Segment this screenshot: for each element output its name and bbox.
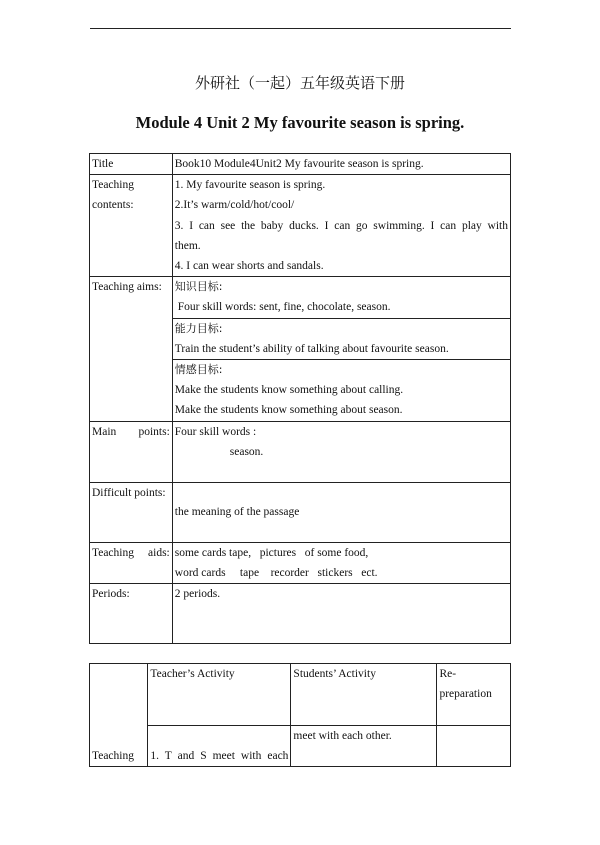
main-points-label-word-2: points: — [138, 426, 170, 439]
title-label: Title — [92, 158, 114, 170]
contents-value-cell — [172, 175, 510, 277]
main-points-line: season. — [229, 446, 264, 459]
aids-label-cell — [90, 543, 173, 584]
periods-value-cell — [172, 584, 510, 644]
aids-label-word-2: aids: — [148, 547, 170, 560]
contents-label-line-2: contents: — [92, 199, 134, 212]
ability-aim-cell — [172, 318, 510, 359]
activity-table — [89, 663, 511, 767]
aids-line: word cards tape recorder stickers ect. — [174, 567, 378, 580]
document-title: 外研社（一起）五年级英语下册 — [194, 74, 405, 92]
title-label-cell — [90, 154, 173, 175]
emotion-aim-cell — [172, 360, 510, 422]
main-points-label-cell — [90, 422, 173, 483]
re-preparation-header-cell — [437, 664, 511, 726]
teacher-activity-header-cell — [148, 664, 291, 726]
students-activity-header-cell — [291, 664, 437, 726]
row-label-cell — [90, 664, 148, 767]
periods-value: 2 periods. — [174, 588, 221, 601]
content-item: them. — [174, 239, 201, 252]
teacher-activity-header: Teacher’s Activity — [150, 668, 235, 680]
knowledge-aim-heading: 知识目标: — [174, 280, 223, 294]
aids-label-word-1: Teaching — [92, 547, 134, 560]
difficult-label-cell — [90, 483, 173, 543]
title-value: Book10 Module4Unit2 My favourite season is spring. — [174, 158, 424, 170]
aids-value-cell — [172, 543, 510, 584]
content-item: 4. I can wear shorts and sandals. — [174, 260, 324, 273]
periods-label-cell — [90, 584, 173, 644]
main-points-label-word-1: Main — [92, 426, 117, 439]
content-item: 2.It’s warm/cold/hot/cool/ — [174, 199, 295, 212]
periods-label: Periods: — [92, 588, 130, 601]
aids-line: some cards tape, pictures of some food, — [174, 547, 369, 560]
ability-aim-heading: 能力目标: — [174, 321, 223, 335]
students-activity-header: Students’ Activity — [293, 668, 376, 680]
students-activity-cell — [291, 726, 437, 767]
difficult-label: Difficult points: — [92, 487, 166, 500]
re-preparation-header-line-1: Re- — [439, 668, 457, 680]
re-preparation-cell — [437, 726, 511, 767]
document-subtitle: Module 4 Unit 2 My favourite season is spring. — [135, 113, 465, 132]
teacher-activity-text: 1. T and S meet with each — [150, 749, 289, 762]
content-item: 1. My favourite season is spring. — [174, 179, 326, 192]
difficult-value: the meaning of the passage — [174, 506, 300, 519]
row-label: Teaching — [92, 749, 134, 762]
title-value-cell — [172, 154, 510, 175]
aims-label: Teaching aims: — [92, 281, 162, 294]
students-activity-text: meet with each other. — [293, 730, 392, 742]
emotion-aim-heading: 情感目标: — [174, 363, 223, 377]
difficult-value-cell — [172, 483, 510, 543]
content-item: 3. I can see the baby ducks. I can go swimming. I can play with — [174, 219, 508, 232]
teacher-activity-cell — [148, 726, 291, 767]
contents-label-cell — [90, 175, 173, 277]
knowledge-aim-cell — [172, 277, 510, 318]
top-rule — [90, 28, 511, 29]
emotion-aim-line: Make the students know something about season. — [174, 404, 403, 417]
contents-label-line-1: Teaching — [92, 179, 134, 192]
aims-label-cell — [90, 277, 173, 422]
re-preparation-header-line-2: preparation — [439, 688, 492, 701]
main-points-line: Four skill words : — [174, 426, 257, 439]
ability-aim-text: Train the student’s ability of talking about favourite season. — [174, 342, 449, 355]
knowledge-aim-text: Four skill words: sent, fine, chocolate, season. — [177, 301, 391, 314]
lesson-info-table — [89, 153, 511, 644]
main-points-value-cell — [172, 422, 510, 483]
emotion-aim-line: Make the students know something about calling. — [174, 384, 404, 397]
